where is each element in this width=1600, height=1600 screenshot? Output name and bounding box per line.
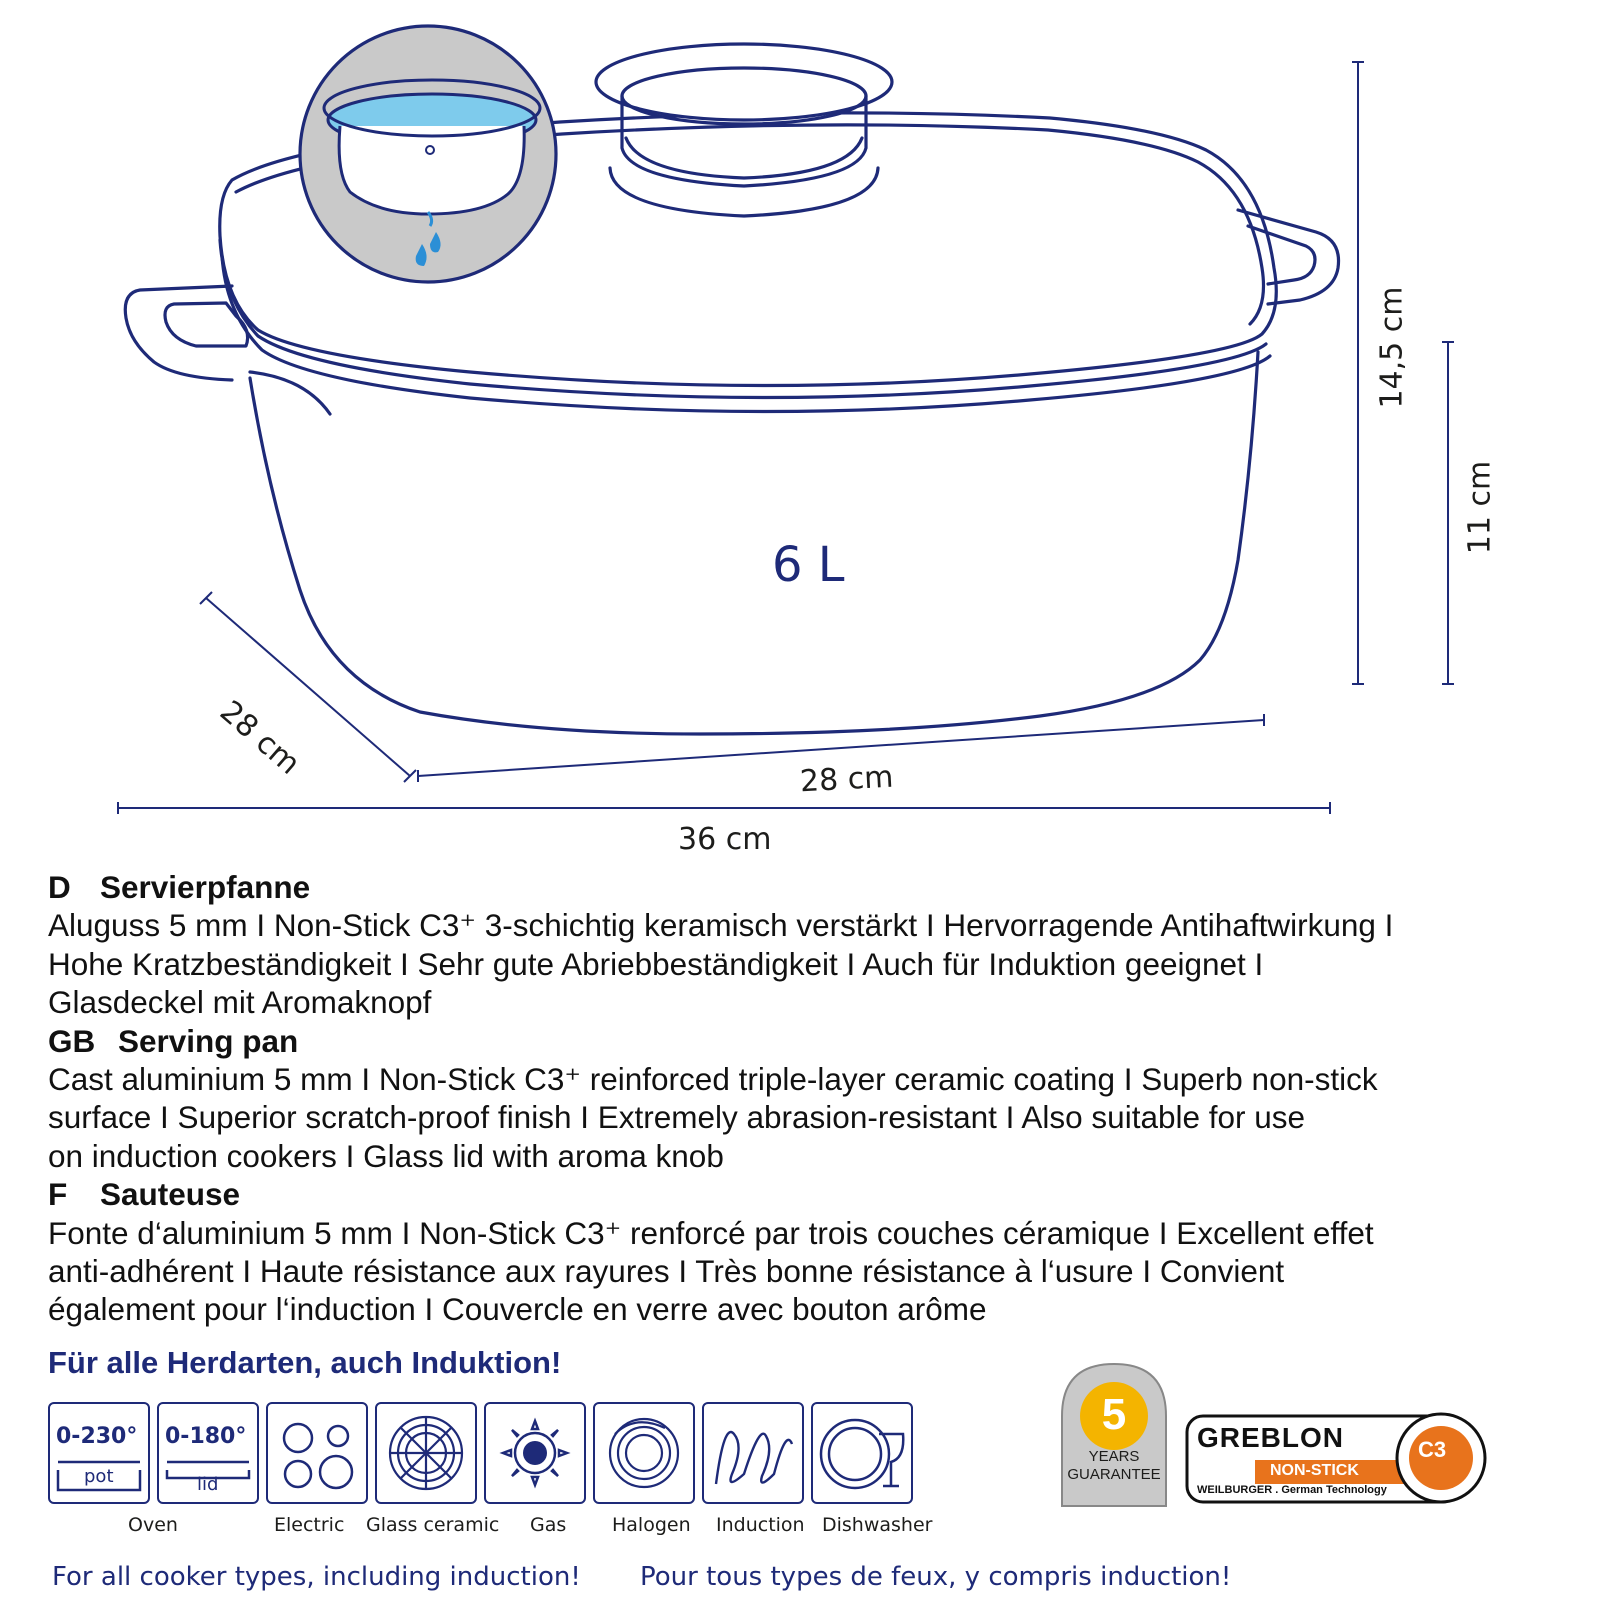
slogan-en: For all cooker types, including induction! [52, 1562, 581, 1592]
icon-label-oven: Oven [128, 1514, 178, 1536]
oven-pot-icon: 0-230° pot [48, 1402, 150, 1504]
section-line: Cast aluminium 5 mm I Non-Stick C3⁺ reinforced triple-layer ceramic coating I Superb non-stick [48, 1061, 1378, 1098]
left-handle [125, 286, 330, 414]
oven-lid-icon: 0-180° lid [157, 1402, 259, 1504]
section-line: on induction cookers I Glass lid with aroma knob [48, 1137, 724, 1174]
greblon-tagline: WEILBURGER . German Technology [1197, 1484, 1387, 1496]
icon-label-induction: Induction [716, 1514, 805, 1536]
section-line: Hohe Kratzbeständigkeit I Sehr gute Abriebbeständigkeit I Auch für Induktion geeignet I [48, 945, 1264, 982]
pot-body [250, 352, 1258, 734]
right-handle [1238, 210, 1339, 304]
section-heading-gb: GB Serving pan [48, 1022, 299, 1059]
guarantee-text: YEARS GUARANTEE [1067, 1448, 1161, 1483]
section-line: Fonte d‘aluminium 5 mm I Non-Stick C3⁺ renforcé par trois couches céramique I Excellent effet [48, 1214, 1374, 1251]
section-line: surface I Superior scratch-proof finish I Extremely abrasion-resistant I Also suitable for use [48, 1099, 1306, 1136]
slogan-de: Für alle Herdarten, auch Induktion! [48, 1345, 562, 1380]
glass-ceramic-icon [375, 1402, 477, 1504]
icon-label-electric: Electric [274, 1514, 345, 1536]
induction-coil-icon [702, 1402, 804, 1504]
icon-label-glass-ceramic: Glass ceramic [366, 1514, 500, 1536]
product-description [48, 868, 1578, 1329]
height-body-label: 11 cm [1462, 460, 1498, 555]
height-total-line [1352, 62, 1364, 684]
icon-label-halogen: Halogen [612, 1514, 691, 1536]
width-total-label: 36 cm [678, 822, 772, 857]
section-line: également pour l‘induction I Couvercle en verre avec bouton arôme [48, 1291, 987, 1328]
height-total-label: 14,5 cm [1374, 286, 1410, 409]
greblon-brand: GREBLON [1197, 1422, 1344, 1453]
icon-label-dishwasher: Dishwasher [822, 1514, 933, 1536]
width-total-line [118, 802, 1330, 814]
section-line: Aluguss 5 mm I Non-Stick C3⁺ 3-schichtig keramisch verstärkt I Hervorragende Antihaftwirkung I [48, 907, 1394, 944]
greblon-grade: C3 [1418, 1437, 1447, 1462]
depth-label: 28 cm [213, 694, 307, 782]
height-body-line [1442, 342, 1454, 684]
volume-label: 6 L [772, 537, 845, 593]
gas-burner-icon [484, 1402, 586, 1504]
depth-line [200, 592, 416, 782]
slogan-fr: Pour tous types de feux, y compris induction! [640, 1562, 1232, 1592]
guarantee-years-number: 5 [1101, 1390, 1127, 1439]
halogen-icon [593, 1402, 695, 1504]
section-line: Glasdeckel mit Aromaknopf [48, 984, 432, 1021]
greblon-non-stick: NON-STICK [1270, 1462, 1359, 1479]
aroma-knob-detail [300, 26, 556, 282]
electric-hob-icon [266, 1402, 368, 1504]
icon-label-gas: Gas [530, 1514, 567, 1536]
section-heading-f: F Sauteuse [48, 1176, 241, 1213]
dishwasher-icon [811, 1402, 913, 1504]
section-heading-de: D Servierpfanne [48, 869, 311, 905]
width-inner-label: 28 cm [799, 759, 895, 800]
section-line: anti-adhérent I Haute résistance aux rayures I Très bonne résistance à l‘usure I Convient [48, 1253, 1285, 1290]
